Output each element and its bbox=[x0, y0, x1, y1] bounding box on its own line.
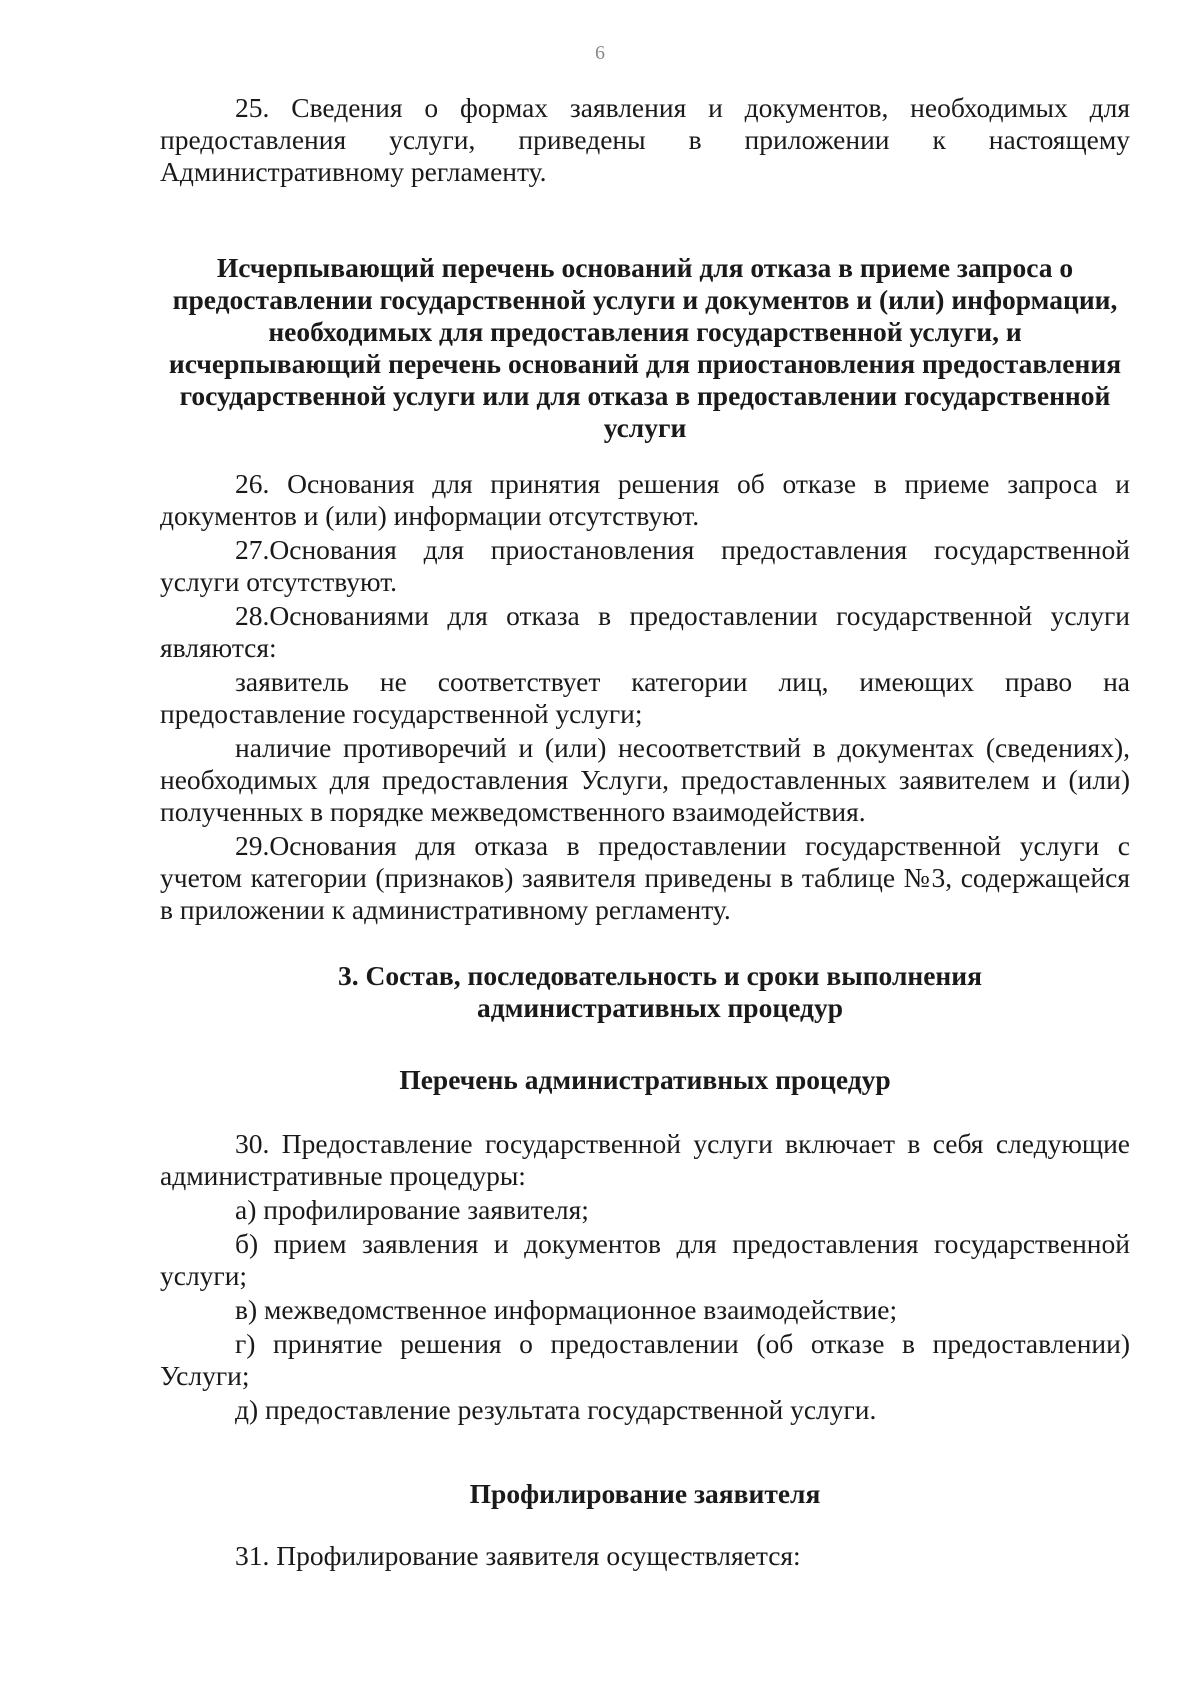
paragraph-26: 26. Основания для принятия решения об отказе в приеме запроса и документов и (или) информации отсутствуют. bbox=[160, 468, 1130, 531]
heading-refusal-grounds: Исчерпывающий перечень оснований для отказа в приеме запроса о предоставлении государственной услуги и документов и (или) информации, необходимых для предоставления государственной услуги, и исчерпывающий перечень оснований для приостановления предоставления государственной услуги или для отказа в предоставлении государственной услуги bbox=[168, 252, 1122, 443]
heading-section-3: 3. Состав, последовательность и сроки выполнения административных процедур bbox=[338, 960, 982, 1023]
heading-procedures-list: Перечень административных процедур bbox=[399, 1064, 891, 1095]
paragraph-28-item-2: наличие противоречий и (или) несоответствий в документах (сведениях), необходимых для предоставления Услуги, предоставленных заявителем и (или) полученных в порядке межведомственного взаимодействия. bbox=[160, 732, 1130, 827]
paragraph-28-item-1: заявитель не соответствует категории лиц, имеющих право на предоставление государственной услуги; bbox=[160, 666, 1130, 729]
heading-profiling: Профилирование заявителя bbox=[469, 1478, 821, 1509]
page-number: 6 bbox=[595, 42, 605, 64]
paragraph-29: 29.Основания для отказа в предоставлении государственной услуги с учетом категории (признаков) заявителя приведены в таблице №3, содержащейся в приложении к административному регламенту. bbox=[160, 830, 1130, 925]
paragraph-30-a: а) профилирование заявителя; bbox=[235, 1194, 589, 1225]
paragraph-27: 27.Основания для приостановления предоставления государственной услуги отсутствуют. bbox=[160, 534, 1130, 597]
paragraph-30-d: д) предоставление результата государственной услуги. bbox=[235, 1394, 877, 1425]
paragraph-30-v: в) межведомственное информационное взаимодействие; bbox=[235, 1294, 898, 1325]
paragraph-25: 25. Сведения о формах заявления и документов, необходимых для предоставления услуги, приведены в приложении к настоящему Административному регламенту. bbox=[160, 92, 1130, 187]
paragraph-30: 30. Предоставление государственной услуги включает в себя следующие административные процедуры: bbox=[160, 1128, 1130, 1191]
paragraph-30-g: г) принятие решения о предоставлении (об отказе в предоставлении) Услуги; bbox=[160, 1328, 1130, 1391]
paragraph-30-b: б) прием заявления и документов для предоставления государственной услуги; bbox=[160, 1228, 1130, 1291]
paragraph-31: 31. Профилирование заявителя осуществляется: bbox=[235, 1540, 801, 1571]
document-body bbox=[160, 92, 1130, 1572]
paragraph-28: 28.Основаниями для отказа в предоставлении государственной услуги являются: bbox=[160, 600, 1130, 663]
